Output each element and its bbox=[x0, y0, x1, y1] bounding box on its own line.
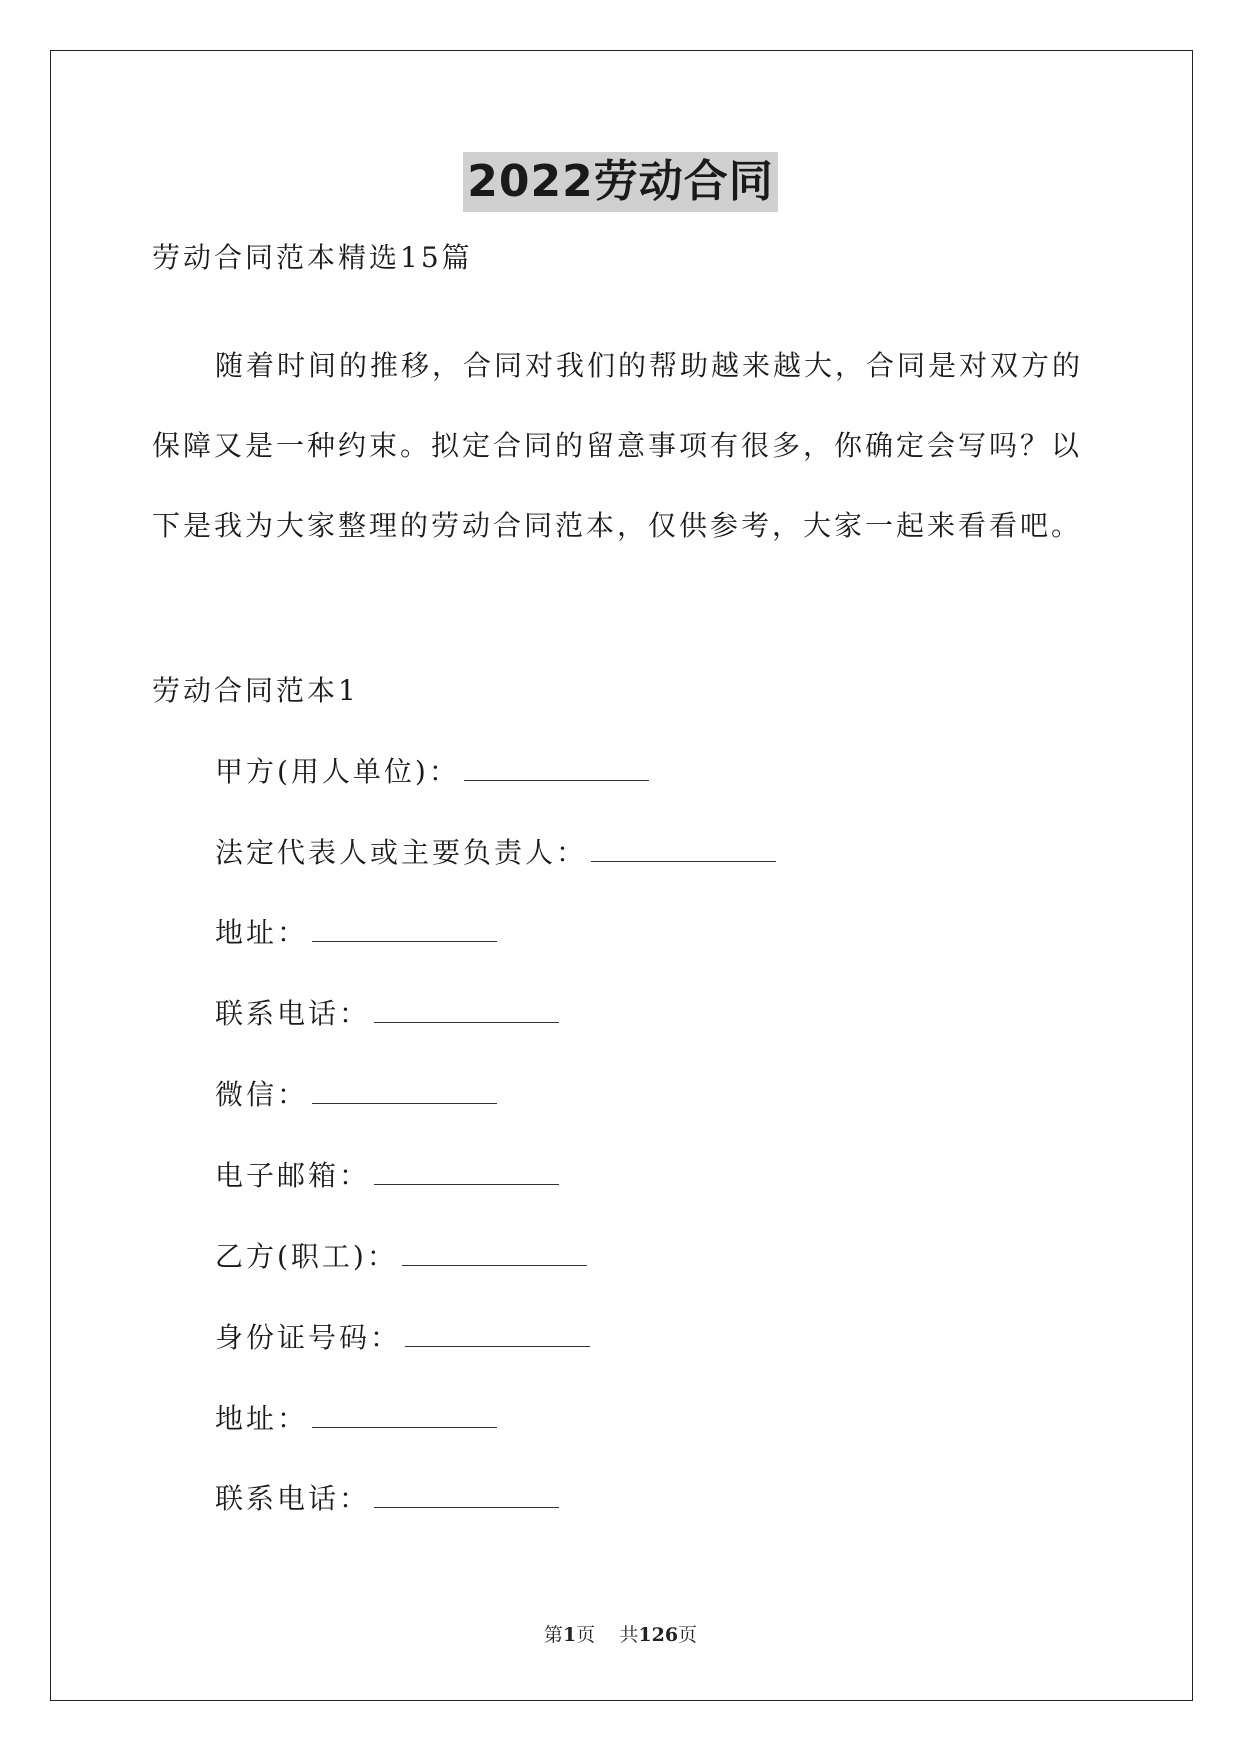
field-blank[interactable] bbox=[312, 915, 497, 942]
field-blank[interactable] bbox=[405, 1320, 590, 1347]
field-blank[interactable] bbox=[374, 996, 559, 1023]
field-employer bbox=[215, 752, 649, 792]
field-employer-phone bbox=[215, 994, 559, 1034]
intro-line-3: 下是我为大家整理的劳动合同范本，仅供参考，大家一起来看看吧。 bbox=[152, 509, 1083, 542]
field-id-number bbox=[215, 1318, 590, 1358]
field-label: 法定代表人或主要负责人： bbox=[215, 836, 588, 869]
page-footer bbox=[0, 1622, 1241, 1648]
field-blank[interactable] bbox=[312, 1401, 497, 1428]
field-legal-representative bbox=[215, 833, 776, 873]
total-pages: 126 bbox=[638, 1624, 679, 1646]
field-employee-address bbox=[215, 1399, 497, 1439]
field-blank[interactable] bbox=[464, 754, 649, 781]
field-wechat bbox=[215, 1075, 497, 1115]
field-label: 联系电话： bbox=[215, 1482, 371, 1515]
field-blank[interactable] bbox=[374, 1481, 559, 1508]
page-border bbox=[50, 50, 1193, 1701]
field-employee bbox=[215, 1237, 587, 1277]
page-number: 1 bbox=[562, 1624, 577, 1646]
field-label: 身份证号码： bbox=[215, 1321, 402, 1354]
field-label: 联系电话： bbox=[215, 997, 371, 1030]
field-blank[interactable] bbox=[402, 1239, 587, 1266]
field-label: 地址： bbox=[215, 1402, 309, 1435]
field-blank[interactable] bbox=[374, 1158, 559, 1185]
field-label: 地址： bbox=[215, 916, 309, 949]
section-heading: 劳动合同范本1 bbox=[152, 674, 359, 707]
intro-line-1: 随着时间的推移，合同对我们的帮助越来越大，合同是对双方的 bbox=[215, 349, 1084, 382]
total-label-suffix: 页 bbox=[678, 1624, 698, 1646]
field-blank[interactable] bbox=[312, 1077, 497, 1104]
document-title: 2022劳动合同 bbox=[463, 152, 777, 212]
page-label-prefix: 第 bbox=[543, 1624, 563, 1646]
title-container bbox=[0, 152, 1241, 212]
field-email bbox=[215, 1156, 559, 1196]
field-label: 电子邮箱： bbox=[215, 1159, 371, 1192]
total-label-prefix: 共 bbox=[619, 1624, 639, 1646]
field-label: 甲方(用人单位)： bbox=[215, 755, 460, 788]
field-label: 微信： bbox=[215, 1078, 309, 1111]
field-employer-address bbox=[215, 913, 497, 953]
field-label: 乙方(职工)： bbox=[215, 1240, 398, 1273]
page-label-suffix: 页 bbox=[576, 1624, 596, 1646]
field-employee-phone bbox=[215, 1479, 559, 1519]
document-subtitle: 劳动合同范本精选15篇 bbox=[152, 241, 473, 274]
field-blank[interactable] bbox=[591, 835, 776, 862]
intro-line-2: 保障又是一种约束。拟定合同的留意事项有很多，你确定会写吗？以 bbox=[152, 429, 1083, 462]
